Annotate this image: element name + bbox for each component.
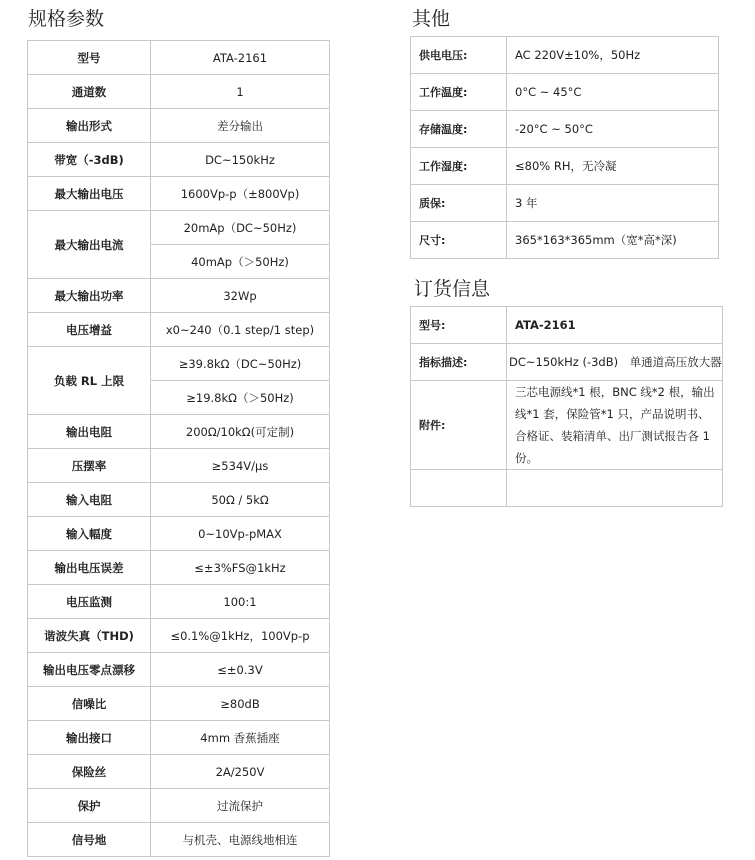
spec-value: ≤±3%FS@1kHz — [151, 551, 330, 585]
table-row — [28, 313, 330, 347]
spec-label: 保险丝 — [28, 755, 151, 789]
spec-value: 32Wp — [151, 279, 330, 313]
table-row — [28, 483, 330, 517]
spec-label: 输入电阻 — [28, 483, 151, 517]
spec-label: 型号 — [28, 41, 151, 75]
spec-label: 电压监测 — [28, 585, 151, 619]
spec-label: 信噪比 — [28, 687, 151, 721]
order-value: DC~150kHz (-3dB) 单通道高压放大器 — [507, 344, 723, 381]
other-value: 0°C ~ 45°C — [507, 74, 719, 111]
table-row — [411, 185, 719, 222]
spec-value: 4mm 香蕉插座 — [151, 721, 330, 755]
table-row — [28, 177, 330, 211]
table-row — [411, 148, 719, 185]
table-row — [28, 585, 330, 619]
other-value: 365*163*365mm（宽*高*深) — [507, 222, 719, 259]
spec-value: 100:1 — [151, 585, 330, 619]
spec-label: 输出接口 — [28, 721, 151, 755]
other-value: AC 220V±10%，50Hz — [507, 37, 719, 74]
table-row — [28, 517, 330, 551]
spec-value: ≤±0.3V — [151, 653, 330, 687]
order-value — [507, 470, 723, 507]
other-label: 存储温度: — [411, 111, 507, 148]
spec-label: 谐波失真（THD) — [28, 619, 151, 653]
table-row — [411, 470, 723, 507]
other-value: 3 年 — [507, 185, 719, 222]
other-title: 其他 — [412, 8, 451, 30]
spec-label: 电压增益 — [28, 313, 151, 347]
spec-label: 输出形式 — [28, 109, 151, 143]
spec-label: 通道数 — [28, 75, 151, 109]
table-row — [28, 789, 330, 823]
table-row — [411, 381, 723, 470]
order-table — [410, 306, 723, 507]
other-label: 供电电压: — [411, 37, 507, 74]
table-row — [28, 653, 330, 687]
spec-value: ≤0.1%@1kHz，100Vp-p — [151, 619, 330, 653]
order-title: 订货信息 — [414, 278, 491, 300]
table-row — [28, 347, 330, 381]
table-row — [28, 279, 330, 313]
spec-value: 2A/250V — [151, 755, 330, 789]
spec-label: 输出电阻 — [28, 415, 151, 449]
table-row — [28, 415, 330, 449]
spec-label: 最大输出电压 — [28, 177, 151, 211]
table-row — [28, 211, 330, 245]
table-row — [28, 619, 330, 653]
order-label: 附件: — [411, 381, 507, 470]
spec-label: 输入幅度 — [28, 517, 151, 551]
table-row — [28, 109, 330, 143]
other-label: 工作温度: — [411, 74, 507, 111]
table-row — [28, 449, 330, 483]
spec-value: ≥80dB — [151, 687, 330, 721]
table-row — [28, 143, 330, 177]
spec-value: 1600Vp-p（±800Vp) — [151, 177, 330, 211]
spec-value: ≥534V/μs — [151, 449, 330, 483]
spec-label: 输出电压零点漂移 — [28, 653, 151, 687]
spec-value: 40mAp（＞50Hz) — [151, 245, 330, 279]
other-label: 尺寸: — [411, 222, 507, 259]
spec-value: 过流保护 — [151, 789, 330, 823]
table-row — [28, 41, 330, 75]
spec-value: 200Ω/10kΩ(可定制) — [151, 415, 330, 449]
table-row — [411, 222, 719, 259]
other-table — [410, 36, 719, 259]
table-row — [411, 74, 719, 111]
order-label: 型号: — [411, 307, 507, 344]
spec-table — [27, 40, 330, 857]
spec-label: 输出电压误差 — [28, 551, 151, 585]
spec-value: ≥39.8kΩ（DC~50Hz) — [151, 347, 330, 381]
spec-label: 保护 — [28, 789, 151, 823]
spec-value: ≥19.8kΩ（＞50Hz) — [151, 381, 330, 415]
spec-value: DC~150kHz — [151, 143, 330, 177]
spec-value: 20mAp（DC~50Hz) — [151, 211, 330, 245]
table-row — [411, 37, 719, 74]
other-value: ≤80% RH，无冷凝 — [507, 148, 719, 185]
spec-title: 规格参数 — [28, 8, 105, 30]
table-row — [28, 687, 330, 721]
other-label: 质保: — [411, 185, 507, 222]
spec-label: 最大输出电流 — [28, 211, 151, 279]
spec-value: 与机壳、电源线地相连 — [151, 823, 330, 857]
other-value: -20°C ~ 50°C — [507, 111, 719, 148]
spec-value: 0~10Vp-pMAX — [151, 517, 330, 551]
table-row — [411, 307, 723, 344]
table-row — [28, 755, 330, 789]
spec-label: 信号地 — [28, 823, 151, 857]
table-row — [28, 551, 330, 585]
order-value: 三芯电源线*1 根，BNC 线*2 根，输出线*1 套，保险管*1 只，产品说明书、合格证、装箱清单、出厂测试报告各 1 份。 — [507, 381, 723, 470]
order-label: 指标描述: — [411, 344, 507, 381]
spec-label: 压摆率 — [28, 449, 151, 483]
table-row — [28, 721, 330, 755]
spec-value: 差分输出 — [151, 109, 330, 143]
spec-value: 50Ω / 5kΩ — [151, 483, 330, 517]
other-label: 工作湿度: — [411, 148, 507, 185]
spec-label: 负载 RL 上限 — [28, 347, 151, 415]
table-row — [28, 75, 330, 109]
spec-value: ATA-2161 — [151, 41, 330, 75]
order-value: ATA-2161 — [507, 307, 723, 344]
spec-label: 带宽（-3dB) — [28, 143, 151, 177]
spec-label: 最大输出功率 — [28, 279, 151, 313]
table-row — [28, 823, 330, 857]
order-label — [411, 470, 507, 507]
table-row — [411, 111, 719, 148]
spec-value: x0~240（0.1 step/1 step) — [151, 313, 330, 347]
spec-value: 1 — [151, 75, 330, 109]
table-row — [411, 344, 723, 381]
